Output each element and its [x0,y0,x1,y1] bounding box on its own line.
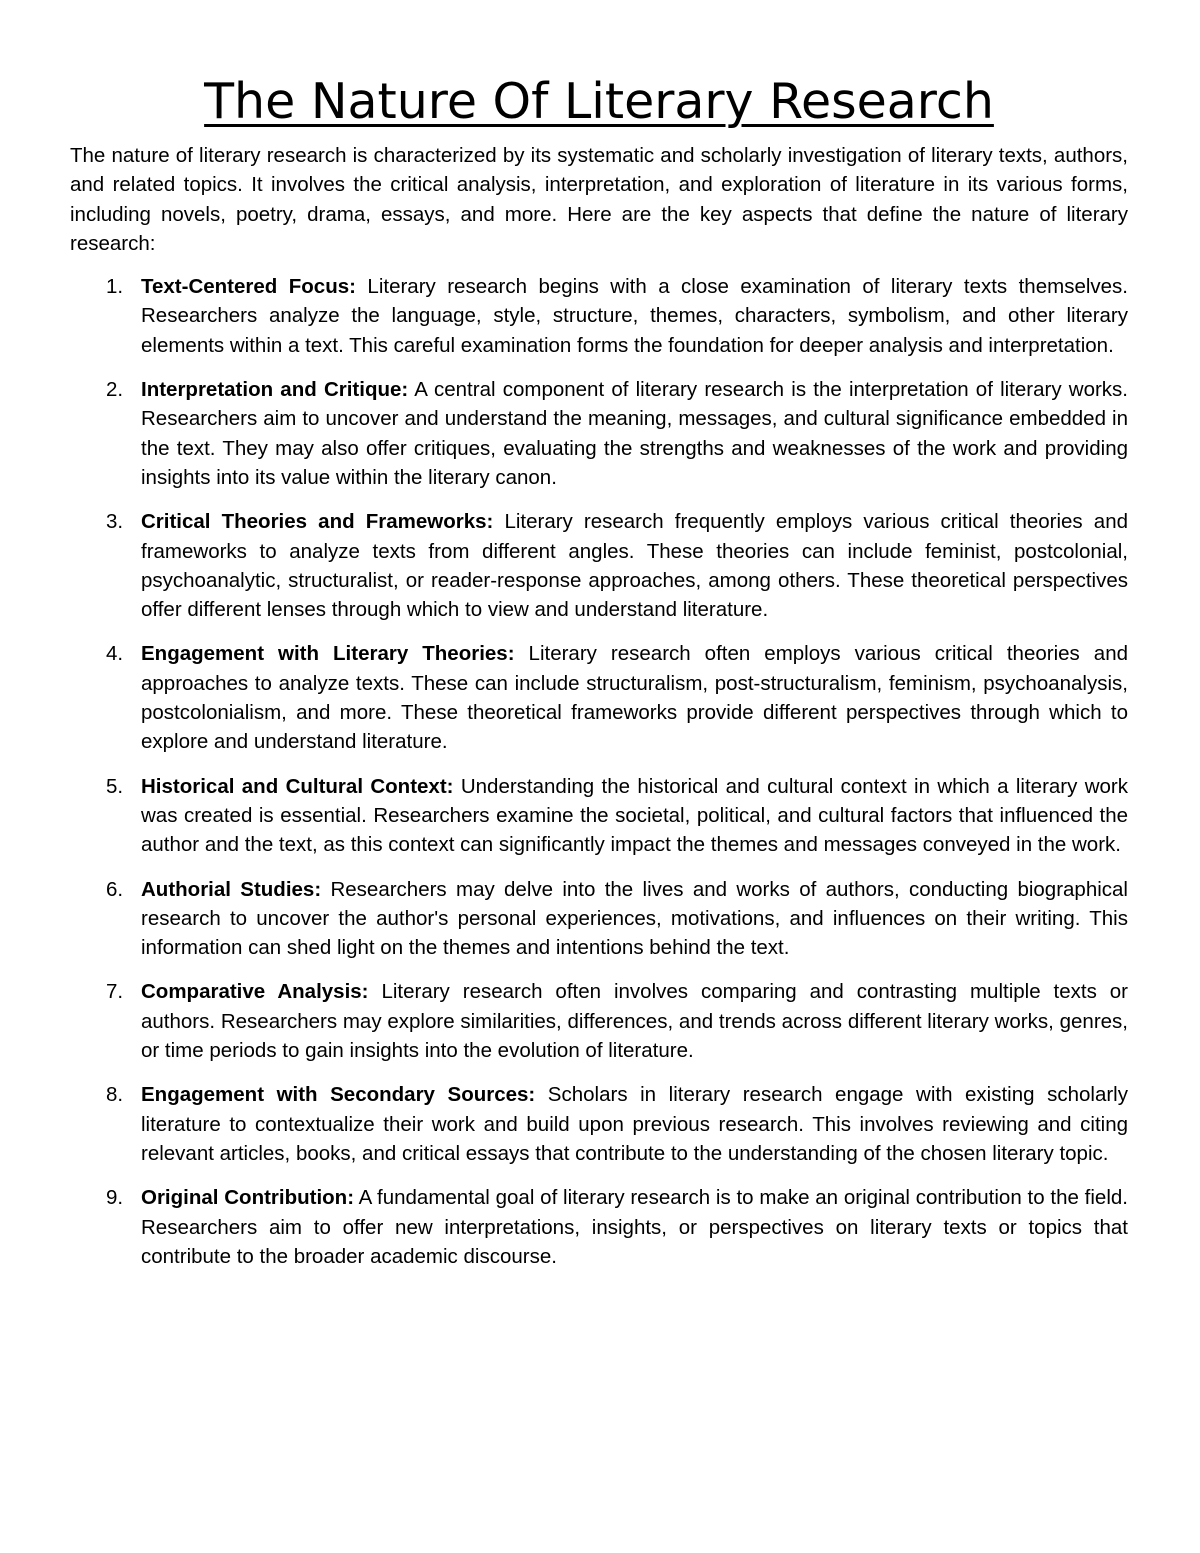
list-item [70,375,1128,492]
list-item-number: 9. [106,1186,124,1210]
list-item-number: 2. [106,378,124,402]
list-item-text: Understanding the historical and cultural context in which a literary work was created is essential. Researchers examine the societal, political, and cultural factors that influenced the author and the text, as this context can significantly impact the themes and messages conveyed in the work. [141,774,1129,857]
list-item-number: 8. [106,1083,124,1107]
list-item [70,772,1128,860]
list-item-term: Engagement with Secondary Sources: [141,1083,536,1107]
list-item [70,1183,1128,1271]
list-item-text: Literary research begins with a close examination of literary texts themselves. Researchers analyze the language, style, structure, themes, characters, symbolism, and other literary elements within a text. This careful examination forms the foundation for deeper analysis and interpretation. [141,275,1128,357]
list-item-text: Literary research often employs various critical theories and approaches to analyze texts. These can include structuralism, post-structuralism, feminism, psychoanalysis, postcolonialism, and more. These theoretical frameworks provide different perspectives through which to explore and understand literature. [141,642,1128,754]
list-item-text: Researchers may delve into the lives and works of authors, conducting biographical research to uncover the author's personal experiences, motivations, and influences on their writing. This information can shed light on the themes and intentions behind the text. [141,877,1128,960]
list-item-term: Engagement with Literary Theories: [141,642,515,666]
list-item-number: 1. [106,275,124,299]
list-item-number: 6. [106,877,124,901]
list-item [70,639,1128,756]
document-title: The Nature Of Literary Research [204,73,994,130]
list-item-text: Literary research frequently employs various critical theories and frameworks to analyze texts from different angles. These theories can include feminist, postcolonial, psychoanalytic, structuralist, or reader-response approaches, among others. These theoretical perspectives offer different lenses through which to view and understand literature. [141,510,1128,622]
aspects-list [70,272,1128,1271]
list-item-term: Original Contribution: [141,1186,355,1210]
document-page [70,66,1128,1286]
list-item [70,977,1128,1065]
intro-paragraph: The nature of literary research is characterized by its systematic and scholarly investigation of literary texts, authors, and related topics. It involves the critical analysis, interpretation, and exploration of literature in its various forms, including novels, poetry, drama, essays, and more. Here are the key aspects that define the nature of literary research: [70,144,1128,255]
list-item-term: Interpretation and Critique: [141,378,409,402]
list-item [70,1080,1128,1168]
list-item-term: Comparative Analysis: [141,980,369,1004]
list-item-number: 5. [106,774,124,798]
list-item-text: Literary research often involves comparing and contrasting multiple texts or authors. Researchers may explore similarities, differences, and trends across different literary works, genres, or time periods to gain insights into the evolution of literature. [141,980,1128,1063]
list-item-term: Text-Centered Focus: [141,275,356,299]
list-item-text: A central component of literary research is the interpretation of literary works. Researchers aim to uncover and understand the meaning, messages, and cultural significance embedded in the text. They may also offer critiques, evaluating the strengths and weaknesses of the work and providing insights into its value within the literary canon. [141,378,1128,489]
list-item-term: Critical Theories and Frameworks: [141,510,494,534]
list-item [70,875,1128,963]
list-item-term: Authorial Studies: [141,877,322,901]
list-item-number: 3. [106,510,124,534]
list-item-text: Scholars in literary research engage with existing scholarly literature to contextualize their work and build upon previous research. This involves reviewing and citing relevant articles, books, and critical essays that contribute to the understanding of the chosen literary topic. [141,1083,1128,1165]
list-item-text: A fundamental goal of literary research is to make an original contribution to the field. Researchers aim to offer new interpretations, insights, or perspectives on literary texts or topics that contribute to the broader academic discourse. [141,1186,1128,1268]
list-item-number: 4. [106,642,124,666]
list-item-term: Historical and Cultural Context: [141,774,454,798]
list-item [70,507,1128,624]
list-item-number: 7. [106,980,124,1004]
list-item [70,272,1128,360]
